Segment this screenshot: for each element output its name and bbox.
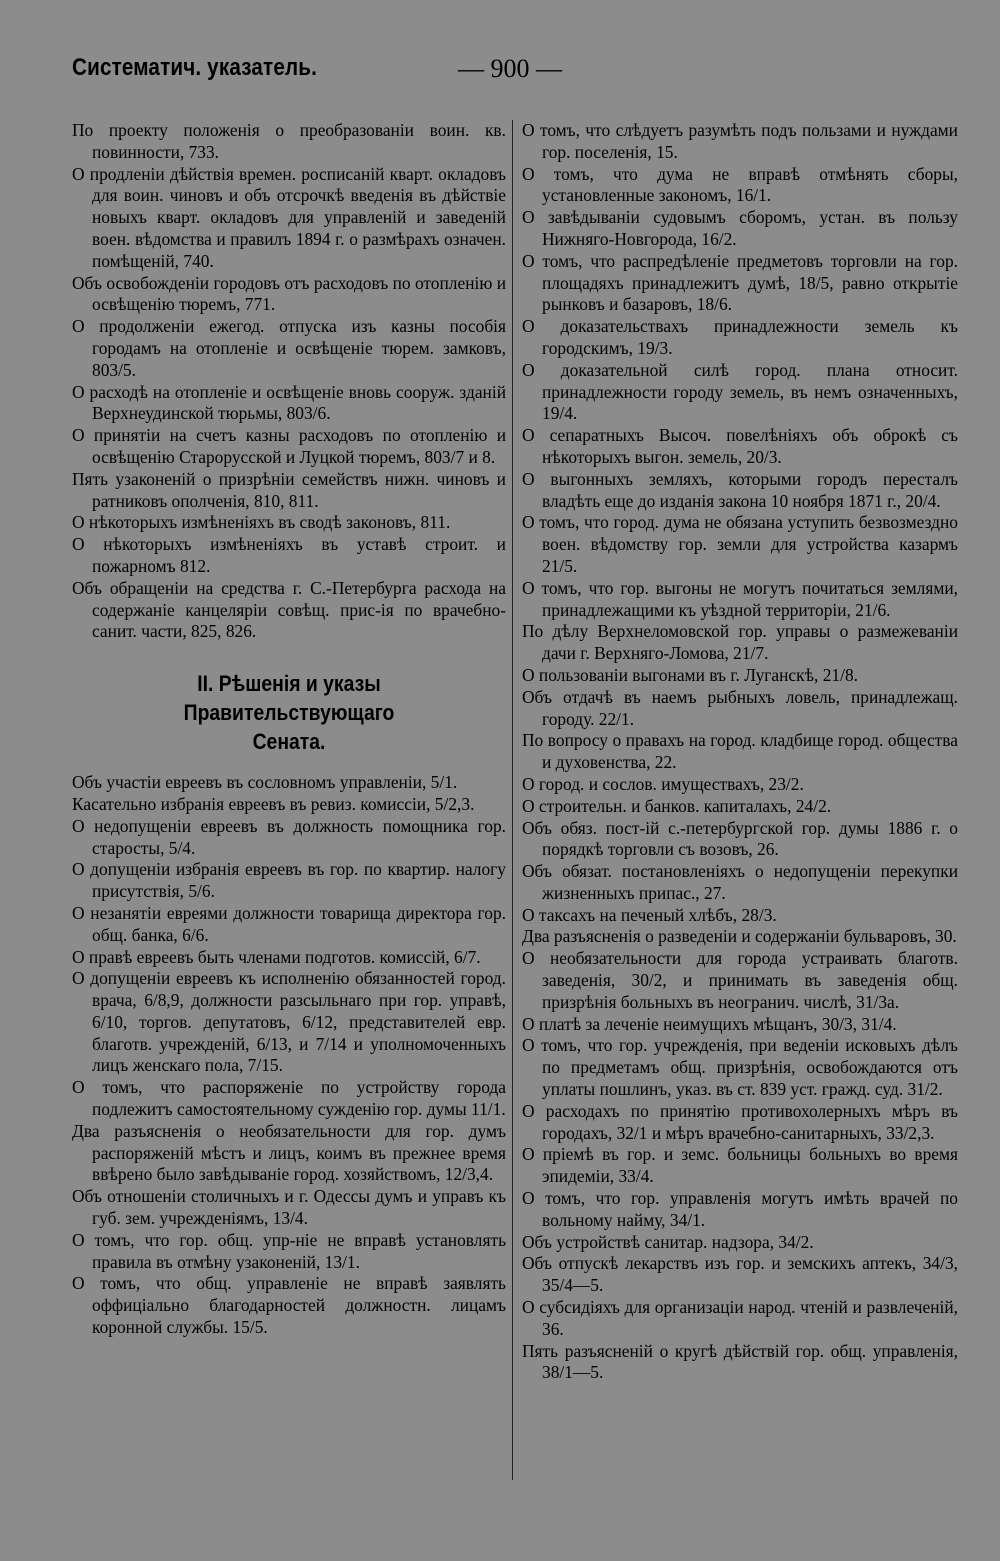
index-entry: О правѣ евреевъ быть членами подготов. комиссій, 6/7. [72,946,481,967]
index-entry: Объ отношеніи столичныхъ и г. Одессы думъ и управъ къ губ. зем. учрежденіямъ, 13/4. [72,1186,506,1229]
right-column [522,120,958,1384]
index-entry: О расходѣ на отопленіе и освѣщеніе вновь сооруж. зданій Верхнеудинской тюрьмы, 803/6. [72,381,506,424]
index-entry: Два разъясненія о разведеніи и содержаніи бульваровъ, 30. [522,926,957,947]
page-header [72,54,940,88]
index-entry: О пріемѣ въ гор. и земс. больницы больныхъ во время эпидеміи, 33/4. [522,1144,958,1187]
right-entries [522,120,958,1384]
index-entry: О допущеніи избранія евреевъ въ гор. по квартир. налогу присутствія, 5/6. [72,859,506,902]
index-entry: О выгонныхъ земляхъ, которыми городъ пересталъ владѣть еще до изданія закона 10 ноября 1871 г., 20/4. [522,468,958,511]
index-entry: О завѣдываніи судовымъ сборомъ, устан. въ пользу Нижняго-Новгорода, 16/2. [522,207,958,249]
section-heading-line2: Сената. [252,729,326,755]
index-entry: По проекту положенія о преобразованіи воин. кв. повинности, 733. [72,120,506,162]
index-entry: По дѣлу Верхнеломовской гор. управы о размежеваніи дачи г. Верхняго-Ломова, 21/7. [522,621,958,664]
index-entry: О субсидіяхъ для организаціи народ. чтеній и развлеченій, 36. [522,1297,958,1339]
index-entry: О продленіи дѣйствія времен. росписаній кварт. окладовъ для воин. чиновъ и объ отсрочкѣ введенія въ дѣйствіе новыхъ кварт. окладовъ для управленій и заведеній воен. вѣдомства и правилъ 1894 г. о размѣрахъ означен. помѣщеній, 740. [72,163,506,271]
index-entry: Объ устройствѣ санитар. надзора, 34/2. [522,1231,814,1252]
index-entry: О томъ, что гор. общ. упр-ніе не вправѣ установлять правила въ отмѣну узаконеній, 13/1. [72,1229,506,1272]
index-entry: Пять узаконеній о призрѣніи семействъ нижн. чиновъ и ратниковъ ополченія, 810, 811. [72,468,506,511]
index-entry: О нѣкоторыхъ измѣненіяхъ въ уставѣ строит. и пожарномъ 812. [72,534,506,576]
index-entry: Объ отпускѣ лекарствъ изъ гор. и земскихъ аптекъ, 34/3, 35/4—5. [522,1253,958,1296]
index-entry: О платѣ за леченіе неимущихъ мѣщанъ, 30/3, 31/4. [522,1013,897,1034]
running-title: Систематич. указатель. [72,54,318,81]
left-entries-section [72,772,506,1339]
left-column [72,120,506,1339]
index-entry: О томъ, что общ. управленіе не вправѣ заявлять оффиціально благодарностей должностн. лицамъ коронной службы. 15/5. [72,1273,506,1338]
index-entry: О таксахъ на печеный хлѣбъ, 28/3. [522,904,777,925]
index-entry: О томъ, что гор. выгоны не могутъ почитаться землями, принадлежащими къ уѣздной территоріи, 21/6. [522,577,958,620]
index-entry: О нѣкоторыхъ измѣненіяхъ въ сводѣ законовъ, 811. [72,512,451,533]
index-entry: О город. и сослов. имуществахъ, 23/2. [522,773,804,794]
index-entry: О незанятіи евреями должности товарища директора гор. общ. банка, 6/6. [72,902,506,945]
column-divider [512,120,513,1480]
index-entry: О продолженіи ежегод. отпуска изъ казны пособія городамъ на отопленіе и освѣщеніе тюрем. замковъ, 803/5. [72,316,506,380]
index-entry: О томъ, что дума не вправѣ отмѣнять сборы, установленные закономъ, 16/1. [522,163,958,206]
index-entry: Пять разъясненій о кругѣ дѣйствій гор. общ. управленія, 38/1—5. [522,1340,958,1383]
section-heading [98,669,480,756]
index-entry: О томъ, что гор. управленія могутъ имѣть врачей по вольному найму, 34/1. [522,1188,958,1230]
index-entry: О доказательствахъ принадлежности земель къ городскимъ, 19/3. [522,316,958,358]
index-entry: О томъ, что слѣдуетъ разумѣть подъ пользами и нуждами гор. поселенія, 15. [522,120,958,162]
index-entry: О томъ, что распредѣленіе предметовъ торговли на гор. площадяхъ принадлежитъ думѣ, 18/5, равно открытіе рынковъ и базаровъ, 18/6. [522,250,958,315]
index-entry: Объ обяз. пост-ій с.-петербургской гор. думы 1886 г. о порядкѣ торговли съ возовъ, 26. [522,817,958,860]
index-entry: Объ отдачѣ въ наемъ рыбныхъ ловель, принадлежащ. городу. 22/1. [522,686,958,729]
index-entry: О томъ, что гор. учрежденія, при веденіи исковыхъ дѣлъ по предметамъ общ. призрѣнія, освобождаются отъ уплаты пошлинъ, указ. въ ст. 839 уст. гражд. суд. 31/2. [522,1035,958,1100]
index-entry: Объ обращеніи на средства г. С.-Петербурга расхода на содержаніе канцеляріи совѣщ. прис-ія по врачебно-санит. части, 825, 826. [72,577,506,642]
index-entry: Объ участіи евреевъ въ сословномъ управленіи, 5/1. [72,772,458,793]
index-entry: О допущеніи евреевъ къ исполненію обязанностей город. врача, 6/8,9, должности разсыльнаго при гор. управѣ, 6/10, торгов. депутатовъ, 6/12, представителей евр. благотв. учрежденій, 6/13, и 7/14 и уполномоченныхъ лицъ женскаго пола, 7/15. [72,968,506,1076]
index-entry: Объ обязат. постановленіяхъ о недопущеніи перекупки жизненныхъ припас., 27. [522,861,958,903]
index-entry: Касательно избранія евреевъ въ ревиз. комиссіи, 5/2,3. [72,793,475,814]
section-heading-line1: II. Рѣшенія и указы Правительствующаго [183,671,395,726]
index-entry: О недопущеніи евреевъ въ должность помощника гор. старосты, 5/4. [72,815,506,858]
index-entry: По вопросу о правахъ на город. кладбище город. общества и духовенства, 22. [522,730,958,773]
index-entry: О пользованіи выгонами въ г. Луганскѣ, 21/8. [522,664,858,685]
index-entry: О необязательности для города устраивать благотв. заведенія, 30/2, и принимать въ заведенія общ. призрѣнія больныхъ въ неогранич. числѣ, 31/3а. [522,948,958,1012]
index-entry: О расходахъ по принятію противохолерныхъ мѣръ въ городахъ, 32/1 и мѣръ врачебно-санитарныхъ, 33/2,3. [522,1100,958,1143]
index-entry: О томъ, что распоряженіе по устройству города подлежитъ самостоятельному сужденію гор. думы 11/1. [72,1077,506,1120]
page-number: — 900 — [458,54,562,83]
index-entry: О томъ, что город. дума не обязана уступить безвозмездно воен. вѣдомству гор. земли для устройства казармъ 21/5. [522,512,958,576]
left-entries-top [72,120,506,643]
index-entry: Объ освобожденіи городовъ отъ расходовъ по отопленію и освѣщенію тюремъ, 771. [72,272,506,315]
index-entry: Два разъясненія о необязательности для гор. думъ распоряженій мѣстъ и лицъ, коимъ въ прежнее время ввѣрено было завѣдываніе город. хозяйствомъ, 12/3,4. [72,1120,506,1185]
index-entry: О строительн. и банков. капиталахъ, 24/2. [522,795,832,816]
index-entry: О сепаратныхъ Высоч. повелѣніяхъ объ оброкѣ съ нѣкоторыхъ выгон. земель, 20/3. [522,425,958,467]
index-entry: О доказательной силѣ город. плана относит. принадлежности городу земель, въ немъ означенныхъ, 19/4. [522,359,958,424]
index-entry: О принятіи на счетъ казны расходовъ по отопленію и освѣщенію Старорусской и Луцкой тюремъ, 803/7 и 8. [72,425,506,467]
